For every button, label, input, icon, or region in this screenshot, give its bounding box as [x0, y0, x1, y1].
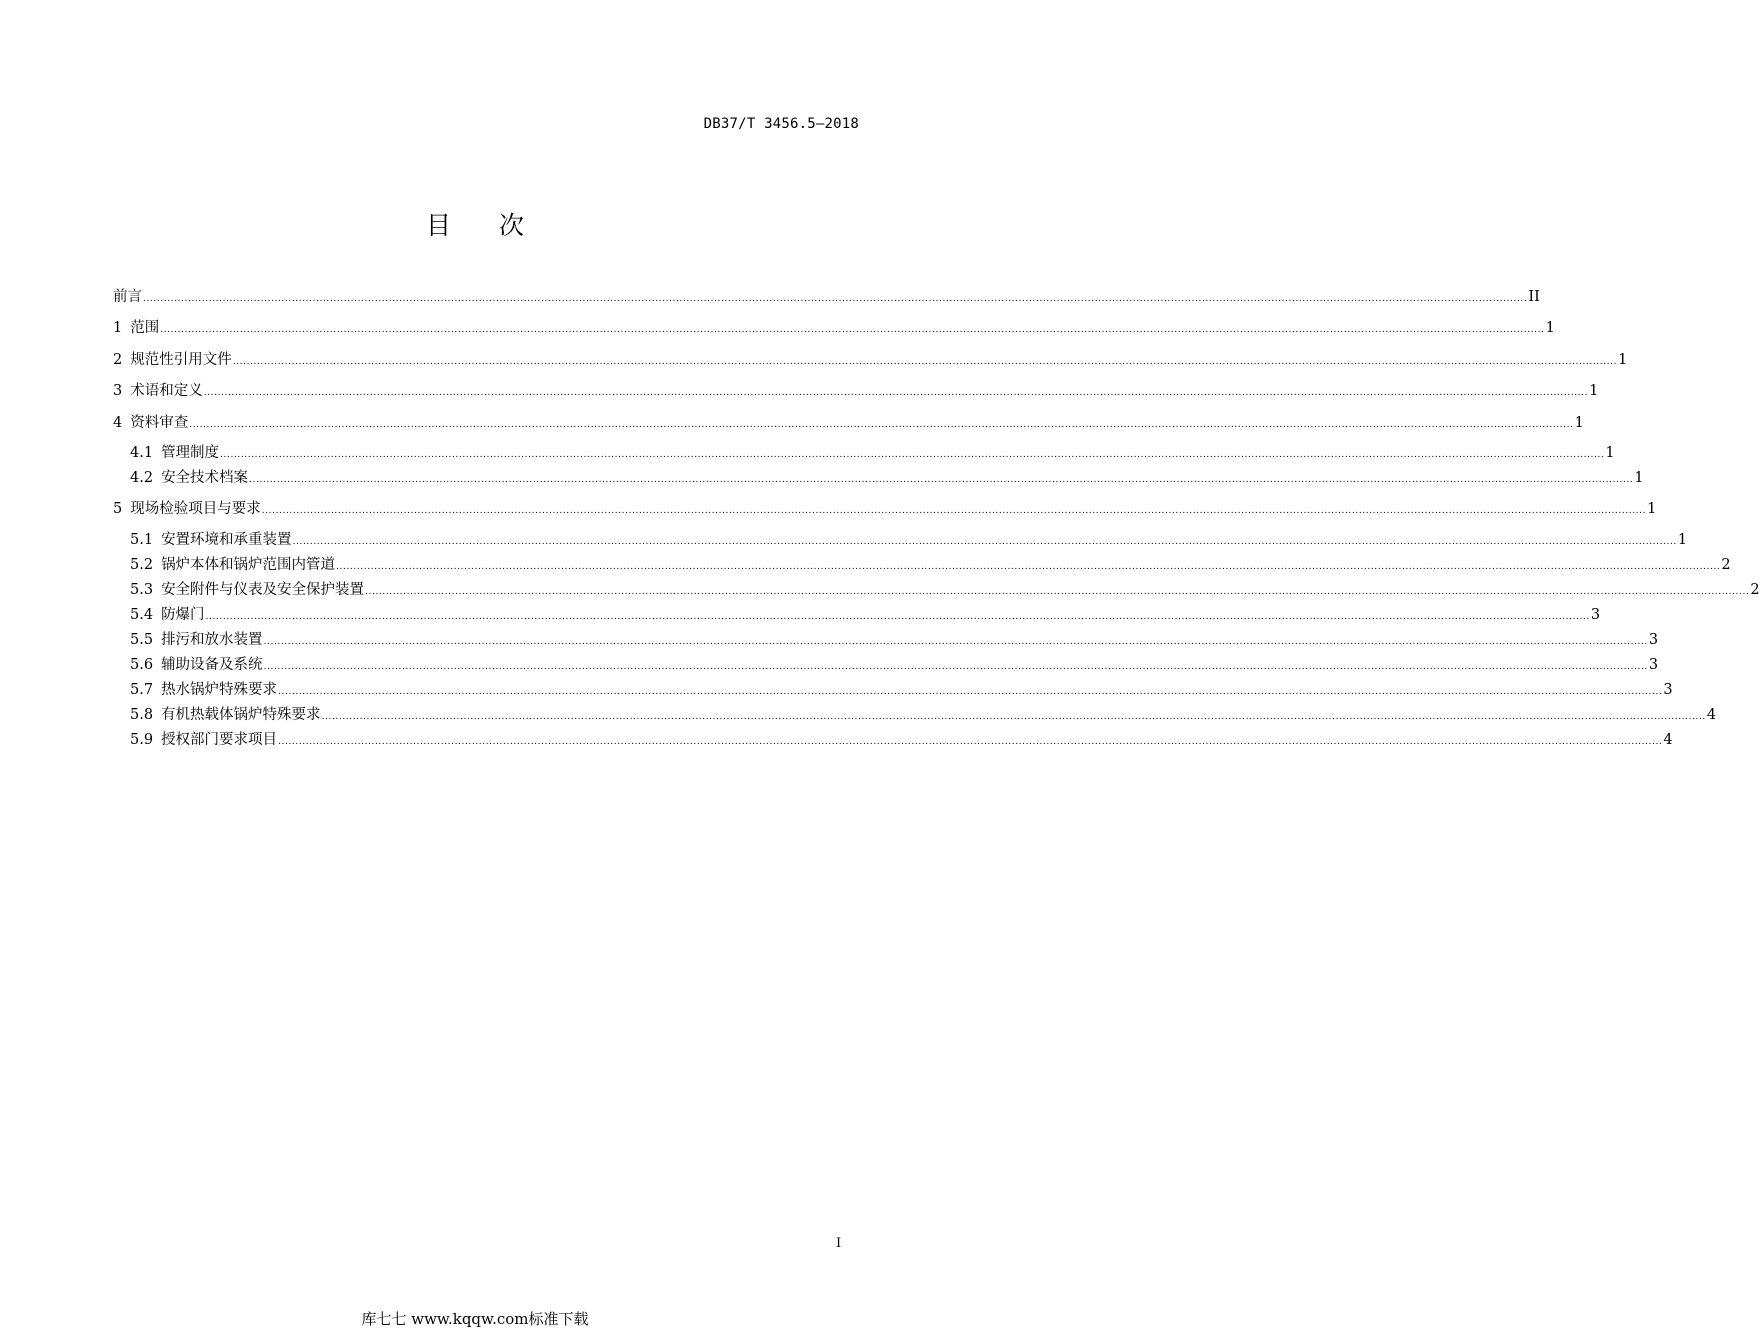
toc-entry-number: 4.1	[130, 445, 154, 461]
toc-entry-label: 授权部门要求项目	[161, 732, 278, 748]
toc-entry-number: 4	[113, 415, 123, 431]
toc-entry-label: 管理制度	[161, 445, 220, 461]
toc-subentry[interactable]	[130, 604, 1601, 626]
dot-leader: ................................................................................................................................................................................................................................................................................................................................................................................................................	[321, 712, 1706, 722]
toc-subentry[interactable]	[130, 629, 1659, 651]
dot-leader: ................................................................................................................................................................................................................................................................................................................................................................................................................	[365, 587, 1750, 597]
toc-entry-number: 5.1	[130, 532, 154, 548]
toc-entry-page: 3	[1590, 607, 1601, 623]
toc-entry-page: 1	[1634, 470, 1644, 486]
dot-leader: ................................................................................................................................................................................................................................................................................................................................................................................................................	[189, 420, 1574, 430]
toc-subentry[interactable]	[130, 679, 1673, 701]
toc-subentry[interactable]	[130, 704, 1717, 726]
toc-subentry[interactable]	[130, 579, 1760, 601]
toc-entry-page: 4	[1706, 707, 1717, 723]
toc-entry-label: 防爆门	[161, 607, 205, 623]
toc-entry-label: 排污和放水装置	[161, 632, 263, 648]
toc-entry-number: 5.6	[130, 657, 154, 673]
toc-entry-number: 5.7	[130, 682, 154, 698]
toc-entry-page: 1	[1605, 445, 1615, 461]
toc-entry-number: 1	[113, 320, 123, 336]
toc-entry-label: 有机热载体锅炉特殊要求	[161, 707, 321, 723]
toc-entry-page: 4	[1663, 732, 1673, 748]
toc-entry-label: 资料审查	[130, 415, 189, 431]
toc-entry-label: 前言	[113, 289, 142, 305]
toc-entry-label: 辅助设备及系统	[161, 657, 263, 673]
dot-leader: ................................................................................................................................................................................................................................................................................................................................................................................................................	[278, 687, 1663, 697]
toc-entry-number: 5.3	[130, 582, 154, 598]
toc-entry-number: 4.2	[130, 470, 154, 486]
toc-entry-page: 3	[1648, 657, 1659, 673]
toc-subentry[interactable]	[130, 729, 1673, 751]
toc-entry-page: 1	[1574, 415, 1584, 431]
standard-code: DB37/T 3456.5—2018	[703, 116, 859, 132]
dot-leader: ................................................................................................................................................................................................................................................................................................................................................................................................................	[336, 562, 1721, 572]
dot-leader: ................................................................................................................................................................................................................................................................................................................................................................................................................	[263, 662, 1648, 672]
footer-watermark: 库七七 www.kqqw.com标准下载	[361, 1310, 589, 1328]
toc-entry-label: 安全技术档案	[161, 470, 249, 486]
dot-leader: ................................................................................................................................................................................................................................................................................................................................................................................................................	[160, 325, 1545, 335]
page-title: 目次	[425, 211, 572, 240]
dot-leader: ................................................................................................................................................................................................................................................................................................................................................................................................................	[249, 475, 1634, 485]
toc-entry[interactable]	[113, 412, 1584, 434]
dot-leader: ................................................................................................................................................................................................................................................................................................................................................................................................................	[220, 450, 1605, 460]
dot-leader: ................................................................................................................................................................................................................................................................................................................................................................................................................	[205, 612, 1590, 622]
toc-subentry[interactable]	[130, 467, 1644, 489]
toc-entry-number: 3	[113, 383, 123, 399]
toc-entry-page: 2	[1721, 557, 1731, 573]
toc-subentry[interactable]	[130, 654, 1659, 676]
toc-entry-label: 术语和定义	[130, 383, 203, 399]
dot-leader: ................................................................................................................................................................................................................................................................................................................................................................................................................	[263, 637, 1648, 647]
dot-leader: ................................................................................................................................................................................................................................................................................................................................................................................................................	[232, 357, 1618, 367]
toc-entry-label: 规范性引用文件	[130, 352, 232, 368]
toc-entry-label: 热水锅炉特殊要求	[161, 682, 278, 698]
toc-entry-foreword[interactable]	[113, 286, 1540, 308]
toc-entry-number: 5.8	[130, 707, 154, 723]
dot-leader: ................................................................................................................................................................................................................................................................................................................................................................................................................	[203, 388, 1589, 398]
toc-subentry[interactable]	[130, 554, 1731, 576]
toc-entry-label: 现场检验项目与要求	[130, 501, 261, 517]
toc-entry-label: 安置环境和承重装置	[161, 532, 292, 548]
toc-entry-page: 1	[1618, 352, 1628, 368]
toc-entry-label: 锅炉本体和锅炉范围内管道	[161, 557, 336, 573]
toc-entry-page: 3	[1663, 682, 1673, 698]
toc-entry-page: 1	[1677, 532, 1688, 548]
toc-entry-page: 1	[1545, 320, 1555, 336]
toc-entry-number: 5.9	[130, 732, 154, 748]
toc-entry-page: 1	[1589, 383, 1599, 399]
dot-leader: ................................................................................................................................................................................................................................................................................................................................................................................................................	[292, 537, 1677, 547]
page-number: I	[836, 1236, 842, 1251]
toc-entry-number: 5.2	[130, 557, 154, 573]
toc-entry[interactable]	[113, 498, 1657, 520]
toc-entry-number: 2	[113, 352, 123, 368]
toc-entry-page: 2	[1750, 582, 1760, 598]
dot-leader: ................................................................................................................................................................................................................................................................................................................................................................................................................	[261, 506, 1647, 516]
dot-leader: ................................................................................................................................................................................................................................................................................................................................................................................................................	[143, 294, 1528, 304]
toc-entry[interactable]	[113, 349, 1628, 371]
toc-subentry[interactable]	[130, 442, 1615, 464]
toc-entry-label: 安全附件与仪表及安全保护装置	[161, 582, 365, 598]
toc-subentry[interactable]	[130, 529, 1688, 551]
toc-entry-number: 5.5	[130, 632, 154, 648]
toc-entry[interactable]	[113, 380, 1599, 402]
toc-entry-page: 1	[1647, 501, 1657, 517]
toc-entry-label: 范围	[130, 320, 160, 336]
toc-entry-page: II	[1528, 289, 1540, 305]
toc-entry-page: 3	[1648, 632, 1659, 648]
dot-leader: ................................................................................................................................................................................................................................................................................................................................................................................................................	[278, 737, 1663, 747]
toc-entry-number: 5	[113, 501, 123, 517]
toc-entry[interactable]	[113, 317, 1555, 339]
toc-entry-number: 5.4	[130, 607, 154, 623]
